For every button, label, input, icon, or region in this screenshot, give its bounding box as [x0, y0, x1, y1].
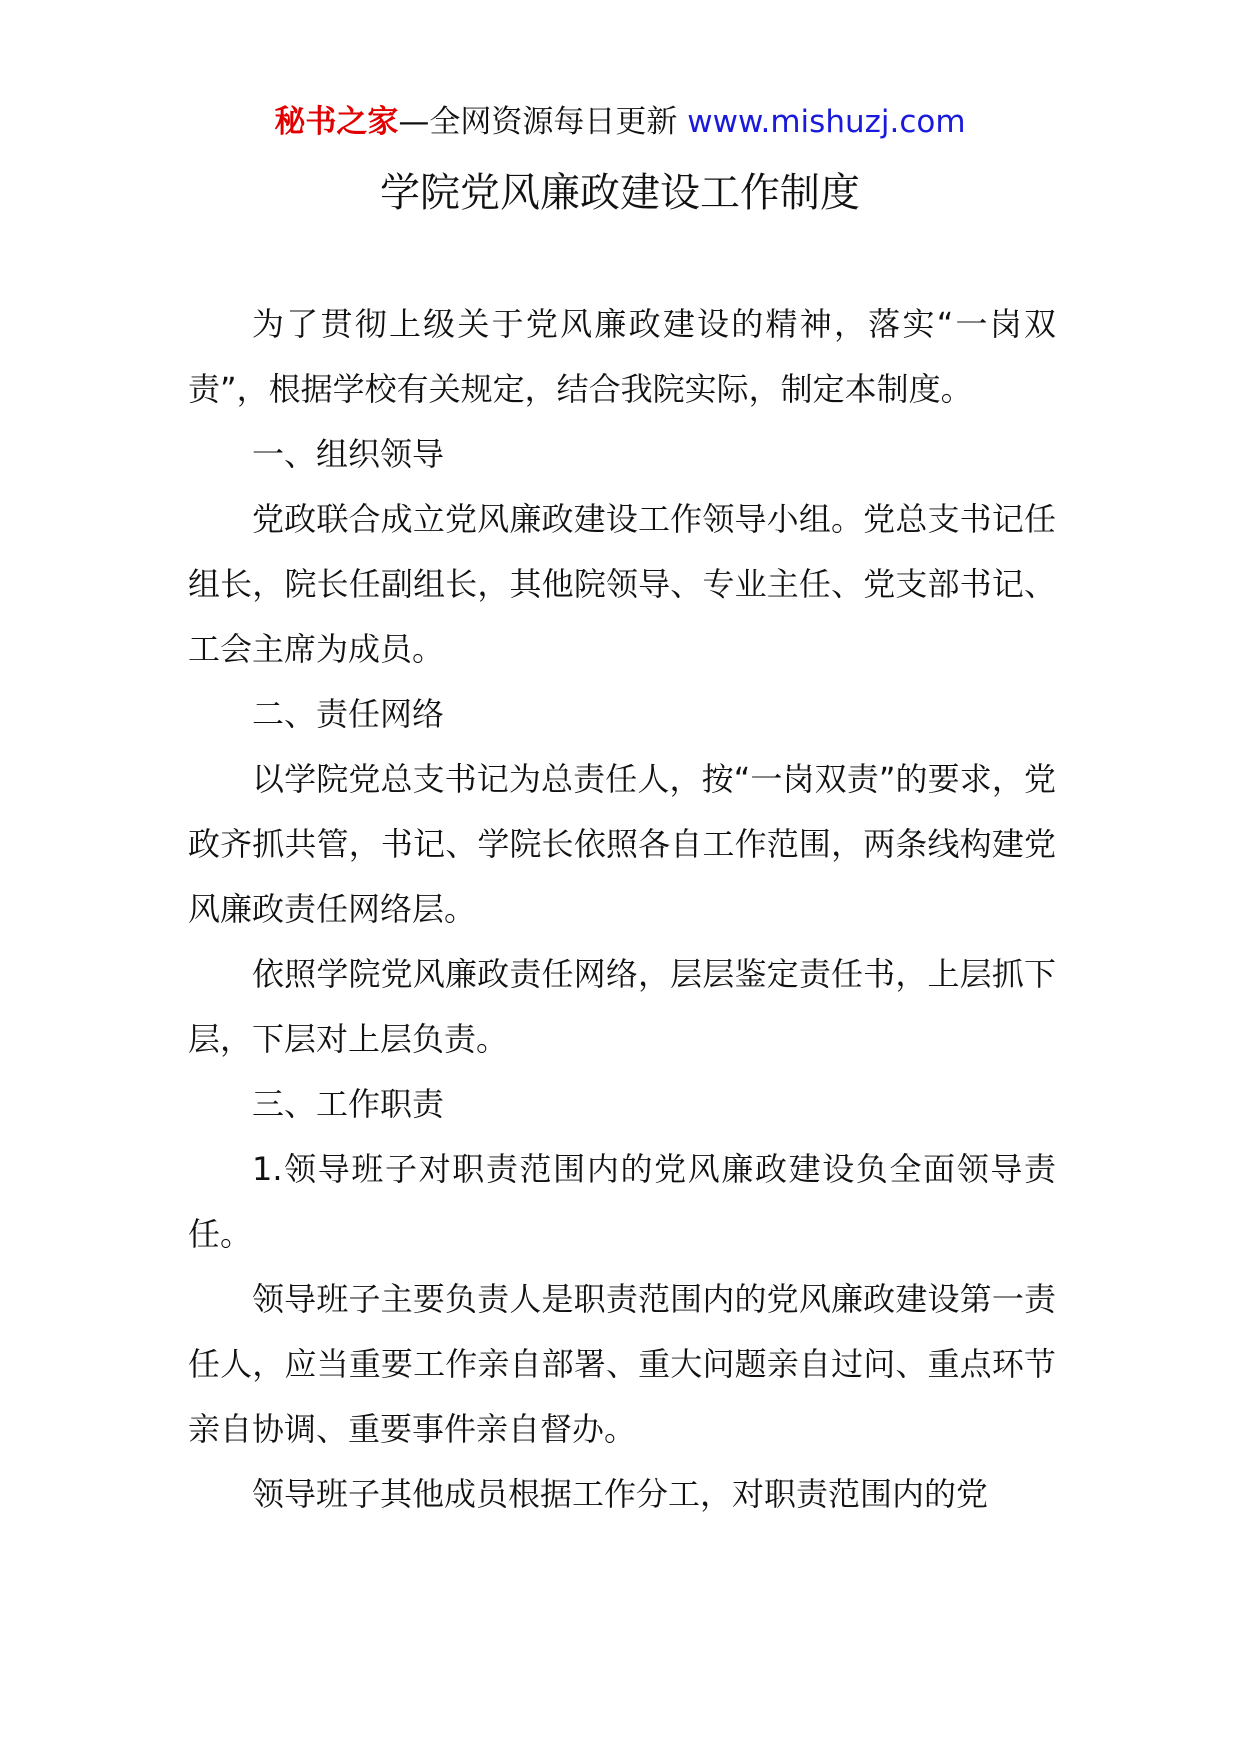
body-paragraph: 依照学院党风廉政责任网络，层层鉴定责任书，上层抓下层，下层对上层负责。 [188, 955, 1056, 1058]
document-title: 学院党风廉政建设工作制度 [380, 170, 860, 216]
section-heading-duties: 三、工作职责 [252, 1085, 445, 1123]
header-tagline: —全网资源每日更新 [398, 104, 688, 140]
document-body [188, 292, 1056, 1527]
section-heading-responsibility-network: 二、责任网络 [252, 695, 445, 733]
numbered-paragraph: 1.领导班子对职责范围内的党风廉政建设负全面领导责任。 [188, 1150, 1056, 1253]
body-paragraph: 领导班子其他成员根据工作分工，对职责范围内的党 [252, 1475, 989, 1513]
brand-name: 秘书之家 [274, 104, 399, 140]
body-paragraph: 以学院党总支书记为总责任人，按“一岗双责”的要求，党政齐抓共管，书记、学院长依照各自工作范围，两条线构建党风廉政责任网络层。 [188, 760, 1056, 928]
intro-paragraph: 为了贯彻上级关于党风廉政建设的精神，落实“一岗双责”，根据学校有关规定，结合我院实际，制定本制度。 [188, 305, 1056, 408]
site-header [0, 100, 1240, 144]
site-url: www.mishuzj.com [687, 104, 966, 140]
body-paragraph: 领导班子主要负责人是职责范围内的党风廉政建设第一责任人，应当重要工作亲自部署、重大问题亲自过问、重点环节亲自协调、重要事件亲自督办。 [188, 1280, 1056, 1448]
section-heading-organization: 一、组织领导 [252, 435, 445, 473]
body-paragraph: 党政联合成立党风廉政建设工作领导小组。党总支书记任组长，院长任副组长，其他院领导、专业主任、党支部书记、工会主席为成员。 [188, 500, 1056, 668]
